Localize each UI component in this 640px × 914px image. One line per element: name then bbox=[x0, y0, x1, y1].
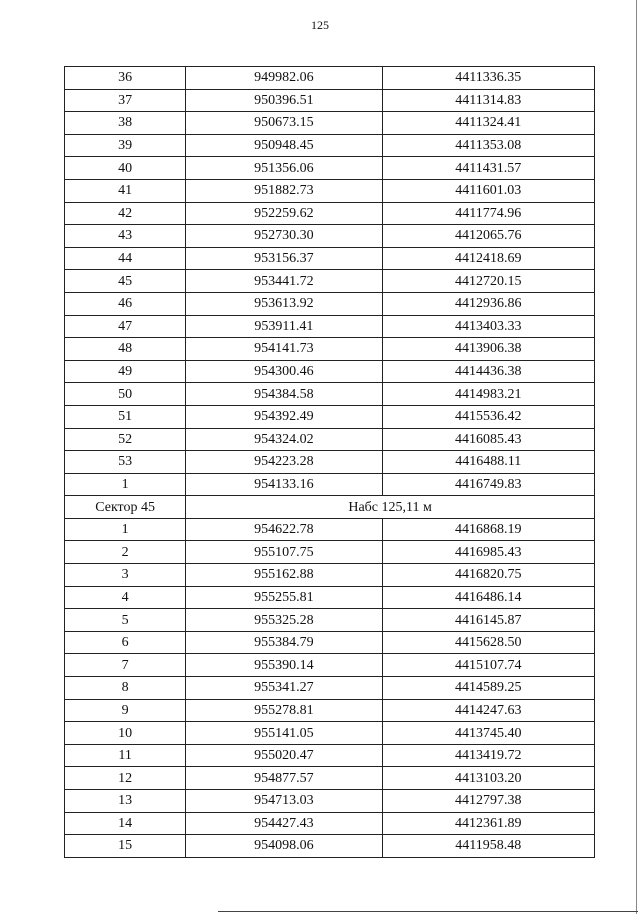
point-number-cell: 13 bbox=[65, 790, 186, 813]
point-number-cell: 53 bbox=[65, 451, 186, 474]
table-row bbox=[65, 338, 595, 361]
point-number-cell: 37 bbox=[65, 89, 186, 112]
y-coordinate-cell: 4412065.76 bbox=[382, 225, 594, 248]
table-row bbox=[65, 383, 595, 406]
y-coordinate-cell: 4413103.20 bbox=[382, 767, 594, 790]
y-coordinate-cell: 4416749.83 bbox=[382, 473, 594, 496]
x-coordinate-cell: 951882.73 bbox=[186, 179, 382, 202]
x-coordinate-cell: 953613.92 bbox=[186, 292, 382, 315]
page-bottom-line bbox=[218, 911, 638, 912]
point-number-cell: 7 bbox=[65, 654, 186, 677]
table-row bbox=[65, 134, 595, 157]
x-coordinate-cell: 953156.37 bbox=[186, 247, 382, 270]
point-number-cell: 10 bbox=[65, 722, 186, 745]
table-row bbox=[65, 541, 595, 564]
coordinates-table bbox=[64, 66, 595, 858]
y-coordinate-cell: 4413419.72 bbox=[382, 744, 594, 767]
point-number-cell: 44 bbox=[65, 247, 186, 270]
x-coordinate-cell: 955255.81 bbox=[186, 586, 382, 609]
x-coordinate-cell: 954392.49 bbox=[186, 405, 382, 428]
table-row bbox=[65, 677, 595, 700]
y-coordinate-cell: 4416488.11 bbox=[382, 451, 594, 474]
table-row bbox=[65, 631, 595, 654]
y-coordinate-cell: 4412936.86 bbox=[382, 292, 594, 315]
y-coordinate-cell: 4414589.25 bbox=[382, 677, 594, 700]
table-row bbox=[65, 112, 595, 135]
point-number-cell: 6 bbox=[65, 631, 186, 654]
point-number-cell: 1 bbox=[65, 518, 186, 541]
table-row bbox=[65, 360, 595, 383]
table-row bbox=[65, 586, 595, 609]
point-number-cell: 43 bbox=[65, 225, 186, 248]
table-row bbox=[65, 744, 595, 767]
y-coordinate-cell: 4411431.57 bbox=[382, 157, 594, 180]
table-row bbox=[65, 179, 595, 202]
table-row bbox=[65, 270, 595, 293]
x-coordinate-cell: 950673.15 bbox=[186, 112, 382, 135]
y-coordinate-cell: 4412361.89 bbox=[382, 812, 594, 835]
y-coordinate-cell: 4414436.38 bbox=[382, 360, 594, 383]
page-edge-line bbox=[636, 0, 637, 914]
table-row bbox=[65, 89, 595, 112]
x-coordinate-cell: 954324.02 bbox=[186, 428, 382, 451]
x-coordinate-cell: 954384.58 bbox=[186, 383, 382, 406]
point-number-cell: 51 bbox=[65, 405, 186, 428]
x-coordinate-cell: 950948.45 bbox=[186, 134, 382, 157]
x-coordinate-cell: 955020.47 bbox=[186, 744, 382, 767]
y-coordinate-cell: 4413745.40 bbox=[382, 722, 594, 745]
sector-header bbox=[65, 496, 595, 519]
sector-row bbox=[65, 496, 595, 519]
y-coordinate-cell: 4416868.19 bbox=[382, 518, 594, 541]
y-coordinate-cell: 4415536.42 bbox=[382, 405, 594, 428]
x-coordinate-cell: 954877.57 bbox=[186, 767, 382, 790]
y-coordinate-cell: 4416985.43 bbox=[382, 541, 594, 564]
x-coordinate-cell: 954622.78 bbox=[186, 518, 382, 541]
x-coordinate-cell: 954223.28 bbox=[186, 451, 382, 474]
x-coordinate-cell: 954300.46 bbox=[186, 360, 382, 383]
point-number-cell: 48 bbox=[65, 338, 186, 361]
point-number-cell: 50 bbox=[65, 383, 186, 406]
sector-label: Сектор 45 bbox=[65, 496, 186, 519]
y-coordinate-cell: 4411324.41 bbox=[382, 112, 594, 135]
table-body-before-sector bbox=[65, 67, 595, 496]
table-row bbox=[65, 247, 595, 270]
y-coordinate-cell: 4411774.96 bbox=[382, 202, 594, 225]
y-coordinate-cell: 4414247.63 bbox=[382, 699, 594, 722]
table-row bbox=[65, 518, 595, 541]
table-row bbox=[65, 428, 595, 451]
y-coordinate-cell: 4411958.48 bbox=[382, 835, 594, 858]
table-body-after-sector bbox=[65, 518, 595, 857]
y-coordinate-cell: 4416820.75 bbox=[382, 564, 594, 587]
y-coordinate-cell: 4411314.83 bbox=[382, 89, 594, 112]
x-coordinate-cell: 955325.28 bbox=[186, 609, 382, 632]
table-row bbox=[65, 292, 595, 315]
table-row bbox=[65, 812, 595, 835]
point-number-cell: 39 bbox=[65, 134, 186, 157]
x-coordinate-cell: 955278.81 bbox=[186, 699, 382, 722]
point-number-cell: 12 bbox=[65, 767, 186, 790]
x-coordinate-cell: 951356.06 bbox=[186, 157, 382, 180]
table-row bbox=[65, 609, 595, 632]
point-number-cell: 38 bbox=[65, 112, 186, 135]
point-number-cell: 42 bbox=[65, 202, 186, 225]
table-row bbox=[65, 699, 595, 722]
point-number-cell: 3 bbox=[65, 564, 186, 587]
point-number-cell: 52 bbox=[65, 428, 186, 451]
point-number-cell: 1 bbox=[65, 473, 186, 496]
table-row bbox=[65, 202, 595, 225]
table-row bbox=[65, 473, 595, 496]
y-coordinate-cell: 4413403.33 bbox=[382, 315, 594, 338]
y-coordinate-cell: 4416486.14 bbox=[382, 586, 594, 609]
table-row bbox=[65, 564, 595, 587]
y-coordinate-cell: 4416085.43 bbox=[382, 428, 594, 451]
x-coordinate-cell: 953911.41 bbox=[186, 315, 382, 338]
x-coordinate-cell: 955390.14 bbox=[186, 654, 382, 677]
point-number-cell: 40 bbox=[65, 157, 186, 180]
y-coordinate-cell: 4411353.08 bbox=[382, 134, 594, 157]
table-row bbox=[65, 67, 595, 90]
x-coordinate-cell: 952730.30 bbox=[186, 225, 382, 248]
table-row bbox=[65, 315, 595, 338]
table-row bbox=[65, 654, 595, 677]
page-number: 125 bbox=[311, 18, 329, 32]
x-coordinate-cell: 954427.43 bbox=[186, 812, 382, 835]
y-coordinate-cell: 4412797.38 bbox=[382, 790, 594, 813]
point-number-cell: 9 bbox=[65, 699, 186, 722]
point-number-cell: 15 bbox=[65, 835, 186, 858]
x-coordinate-cell: 954713.03 bbox=[186, 790, 382, 813]
y-coordinate-cell: 4413906.38 bbox=[382, 338, 594, 361]
y-coordinate-cell: 4411336.35 bbox=[382, 67, 594, 90]
x-coordinate-cell: 955107.75 bbox=[186, 541, 382, 564]
point-number-cell: 14 bbox=[65, 812, 186, 835]
point-number-cell: 11 bbox=[65, 744, 186, 767]
point-number-cell: 47 bbox=[65, 315, 186, 338]
table-row bbox=[65, 767, 595, 790]
x-coordinate-cell: 952259.62 bbox=[186, 202, 382, 225]
x-coordinate-cell: 954141.73 bbox=[186, 338, 382, 361]
table-row bbox=[65, 225, 595, 248]
y-coordinate-cell: 4415107.74 bbox=[382, 654, 594, 677]
x-coordinate-cell: 955141.05 bbox=[186, 722, 382, 745]
table-row bbox=[65, 790, 595, 813]
point-number-cell: 46 bbox=[65, 292, 186, 315]
y-coordinate-cell: 4411601.03 bbox=[382, 179, 594, 202]
point-number-cell: 2 bbox=[65, 541, 186, 564]
point-number-cell: 45 bbox=[65, 270, 186, 293]
point-number-cell: 49 bbox=[65, 360, 186, 383]
table-row bbox=[65, 835, 595, 858]
x-coordinate-cell: 955341.27 bbox=[186, 677, 382, 700]
point-number-cell: 41 bbox=[65, 179, 186, 202]
table-row bbox=[65, 722, 595, 745]
point-number-cell: 5 bbox=[65, 609, 186, 632]
y-coordinate-cell: 4416145.87 bbox=[382, 609, 594, 632]
table-row bbox=[65, 451, 595, 474]
point-number-cell: 4 bbox=[65, 586, 186, 609]
table-row bbox=[65, 405, 595, 428]
y-coordinate-cell: 4412418.69 bbox=[382, 247, 594, 270]
x-coordinate-cell: 955384.79 bbox=[186, 631, 382, 654]
y-coordinate-cell: 4415628.50 bbox=[382, 631, 594, 654]
x-coordinate-cell: 955162.88 bbox=[186, 564, 382, 587]
y-coordinate-cell: 4412720.15 bbox=[382, 270, 594, 293]
x-coordinate-cell: 949982.06 bbox=[186, 67, 382, 90]
x-coordinate-cell: 950396.51 bbox=[186, 89, 382, 112]
x-coordinate-cell: 954098.06 bbox=[186, 835, 382, 858]
x-coordinate-cell: 953441.72 bbox=[186, 270, 382, 293]
sector-height: Набс 125,11 м bbox=[186, 496, 595, 519]
table-row bbox=[65, 157, 595, 180]
x-coordinate-cell: 954133.16 bbox=[186, 473, 382, 496]
point-number-cell: 36 bbox=[65, 67, 186, 90]
point-number-cell: 8 bbox=[65, 677, 186, 700]
y-coordinate-cell: 4414983.21 bbox=[382, 383, 594, 406]
